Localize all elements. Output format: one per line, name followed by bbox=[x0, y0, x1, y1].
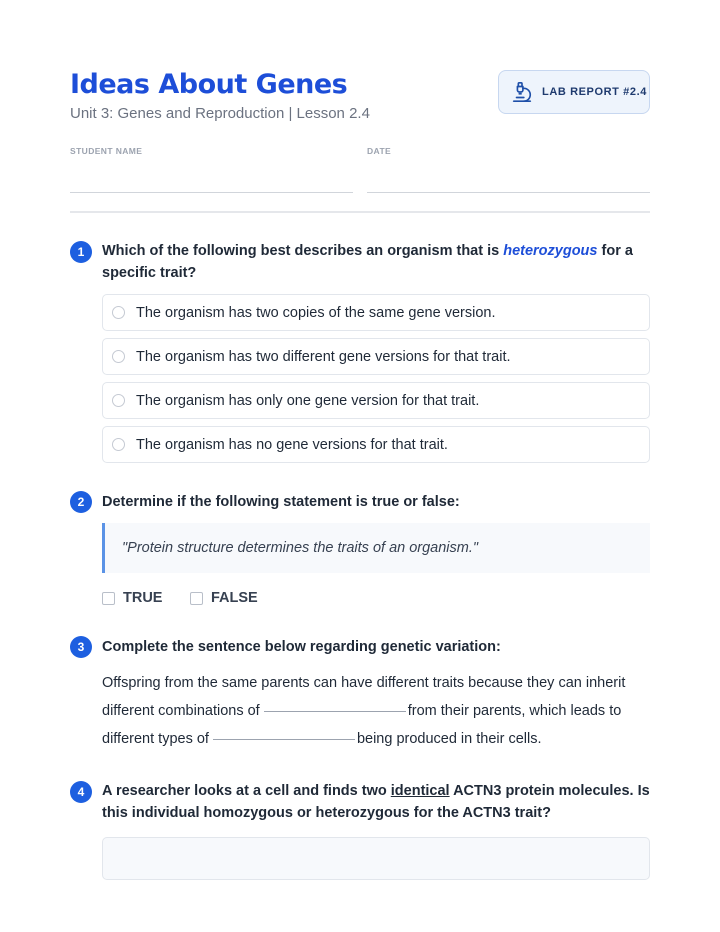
radio-button[interactable] bbox=[112, 350, 125, 363]
page-subtitle: Unit 3: Genes and Reproduction | Lesson 2.4 bbox=[70, 105, 370, 122]
question-1-number: 1 bbox=[70, 241, 92, 263]
option-label: The organism has two copies of the same gene version. bbox=[136, 304, 496, 321]
student-name-field[interactable] bbox=[70, 146, 353, 193]
radio-button[interactable] bbox=[112, 394, 125, 407]
question-1-option-a[interactable] bbox=[102, 294, 650, 331]
false-option[interactable] bbox=[190, 589, 258, 607]
fill-in-blank-2[interactable] bbox=[213, 739, 355, 740]
fill-in-blank-1[interactable] bbox=[264, 711, 406, 712]
question-4-text-before: A researcher looks at a cell and finds two bbox=[102, 783, 391, 799]
page-title: Ideas About Genes bbox=[70, 69, 348, 100]
question-1-option-c[interactable] bbox=[102, 382, 650, 419]
radio-button[interactable] bbox=[112, 306, 125, 319]
question-2-text: Determine if the following statement is true or false: bbox=[102, 494, 460, 510]
question-1-option-b[interactable] bbox=[102, 338, 650, 375]
date-label: DATE bbox=[367, 146, 392, 156]
question-1-emphasis: heterozygous bbox=[503, 243, 598, 259]
worksheet-header bbox=[70, 68, 650, 128]
sentence-line-3-after: being produced in their cells. bbox=[356, 731, 542, 747]
option-label: The organism has two different gene versions for that trait. bbox=[136, 348, 511, 365]
sentence-line-2-after: from their parents, which leads to bbox=[407, 703, 622, 719]
false-checkbox[interactable] bbox=[190, 592, 203, 605]
question-4-underlined: identical bbox=[390, 783, 450, 799]
question-1-text-before: Which of the following best describes an organism that is bbox=[102, 243, 504, 259]
true-option[interactable] bbox=[102, 589, 162, 607]
sentence-line-2 bbox=[102, 697, 662, 725]
badge-label: LAB REPORT #2.4 bbox=[542, 86, 647, 98]
date-field[interactable] bbox=[367, 146, 650, 193]
question-3-text: Complete the sentence below regarding genetic variation: bbox=[102, 639, 501, 655]
sentence-line-3-before: different types of bbox=[102, 731, 209, 747]
question-4-number: 4 bbox=[70, 781, 92, 803]
microscope-icon bbox=[511, 81, 533, 103]
radio-button[interactable] bbox=[112, 438, 125, 451]
question-1-text bbox=[102, 240, 650, 284]
quote-text: "Protein structure determines the traits of an organism." bbox=[122, 540, 479, 556]
question-2-number: 2 bbox=[70, 491, 92, 513]
sentence-line-3 bbox=[102, 725, 662, 753]
header-divider bbox=[70, 211, 650, 213]
option-label: The organism has only one gene version for that trait. bbox=[136, 392, 480, 409]
question-4-text-after: ACTN3 protein molecules. Is this individual homozygous or heterozygous for the ACTN3 trait? bbox=[102, 783, 650, 821]
question-1-text-after: for a specific trait? bbox=[102, 243, 633, 281]
false-label: FALSE bbox=[211, 590, 258, 606]
student-name-label: STUDENT NAME bbox=[70, 146, 143, 156]
date-line[interactable] bbox=[367, 192, 650, 193]
statement-quote bbox=[102, 523, 650, 573]
question-3-number: 3 bbox=[70, 636, 92, 658]
question-4-text bbox=[102, 780, 650, 824]
question-4-answer-box[interactable] bbox=[102, 837, 650, 880]
lab-report-badge bbox=[498, 70, 650, 114]
option-label: The organism has no gene versions for that trait. bbox=[136, 436, 448, 453]
student-name-line[interactable] bbox=[70, 192, 353, 193]
sentence-line-1: Offspring from the same parents can have different traits because they can inherit bbox=[102, 675, 626, 691]
sentence-line-2-before: different combinations of bbox=[102, 703, 260, 719]
question-1-option-d[interactable] bbox=[102, 426, 650, 463]
true-label: TRUE bbox=[123, 590, 163, 606]
true-checkbox[interactable] bbox=[102, 592, 115, 605]
